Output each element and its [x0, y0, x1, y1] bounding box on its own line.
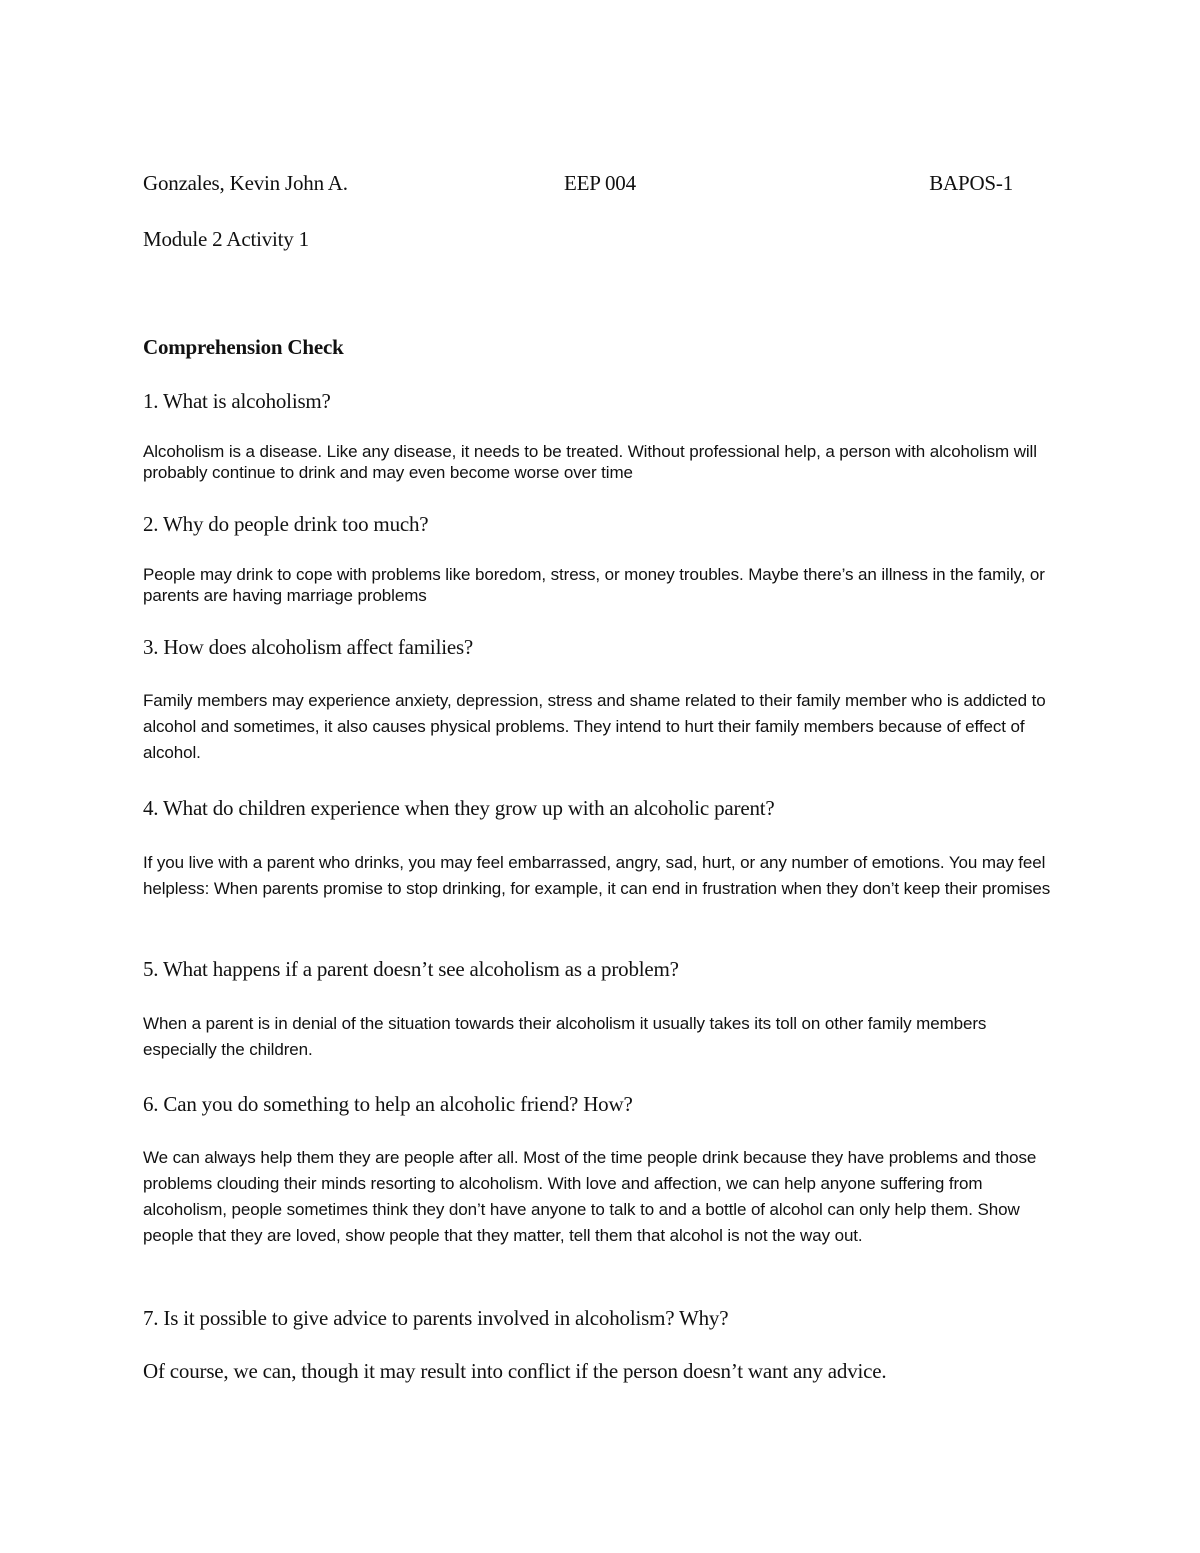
answer-3: Family members may experience anxiety, depression, stress and shame related to their family member who is addicted to alcohol and sometimes, it also causes physical problems. They intend to hurt their family members because of effect of alcohol. [143, 691, 1046, 762]
answer-6: We can always help them they are people after all. Most of the time people drink because they have problems and those problems clouding their minds resorting to alcoholism. With love and affection, we can help anyone suffering from alcoholism, people sometimes think they don’t have anyone to talk to and a bottle of alcohol can only help them. Show people that they are loved, show people that they matter, tell them that alcohol is not the way out. [143, 1148, 1037, 1245]
document-header [143, 171, 1013, 197]
question-7: 7. Is it possible to give advice to parents involved in alcoholism? Why? [143, 1306, 729, 1330]
question-5: 5. What happens if a parent doesn’t see alcoholism as a problem? [143, 957, 679, 981]
course-code: EEP 004 [564, 171, 636, 195]
question-6: 6. Can you do something to help an alcoholic friend? How? [143, 1092, 633, 1116]
section-code: BAPOS-1 [929, 171, 1013, 195]
module-title: Module 2 Activity 1 [143, 227, 309, 251]
answer-5: When a parent is in denial of the situation towards their alcoholism it usually takes its toll on other family members especially the children. [143, 1014, 987, 1059]
answer-4: If you live with a parent who drinks, you may feel embarrassed, angry, sad, hurt, or any number of emotions. You may feel helpless: When parents promise to stop drinking, for example, it can end in frustration when they don’t keep their promises [143, 853, 1051, 898]
answer-7: Of course, we can, though it may result into conflict if the person doesn’t want any advice. [143, 1359, 887, 1383]
student-name: Gonzales, Kevin John A. [143, 171, 348, 195]
question-1: 1. What is alcoholism? [143, 389, 331, 413]
section-title: Comprehension Check [143, 335, 344, 359]
question-2: 2. Why do people drink too much? [143, 512, 429, 536]
question-4: 4. What do children experience when they grow up with an alcoholic parent? [143, 796, 775, 820]
question-3: 3. How does alcoholism affect families? [143, 635, 474, 659]
answer-2: People may drink to cope with problems like boredom, stress, or money troubles. Maybe there’s an illness in the family, or parents are having marriage problems [143, 565, 1045, 605]
answer-1: Alcoholism is a disease. Like any disease, it needs to be treated. Without professional help, a person with alcoholism will probably continue to drink and may even become worse over time [143, 442, 1037, 482]
